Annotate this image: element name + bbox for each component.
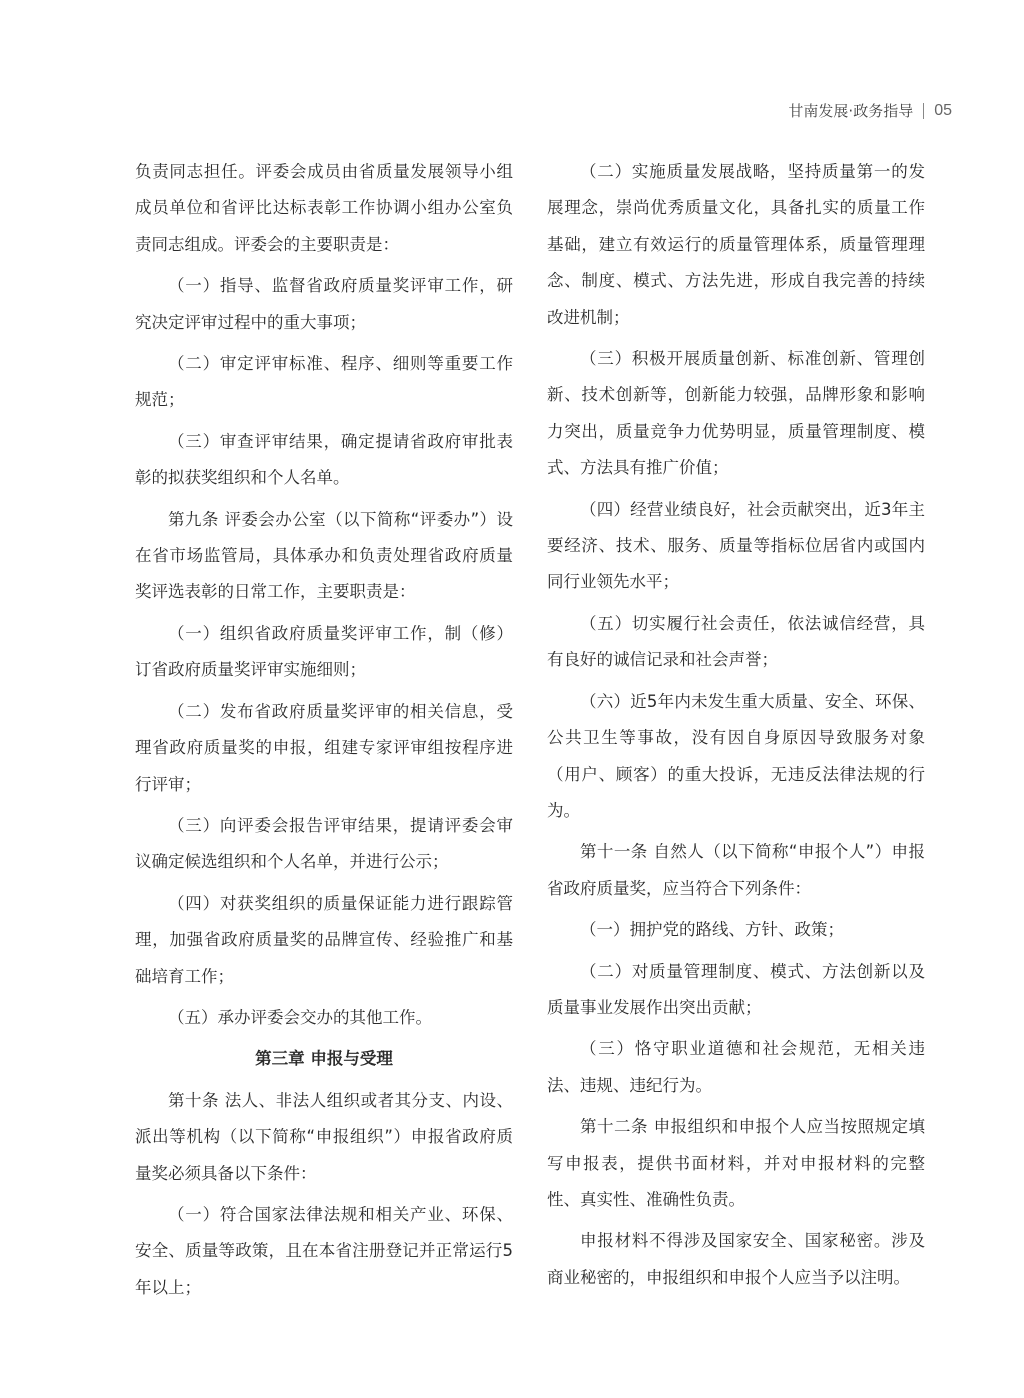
paragraph: 第十二条 申报组织和申报个人应当按照规定填写申报表，提供书面材料，并对申报材料的完整性、真实性、准确性负责。	[547, 1117, 925, 1209]
page-header	[788, 100, 952, 121]
paragraph: （六）近5年内未发生重大质量、安全、环保、公共卫生等事故，没有因自身原因导致服务对象（用户、顾客）的重大投诉，无违反法律法规的行为。	[547, 691, 925, 820]
left-column	[135, 154, 513, 1311]
paragraph: 第十条 法人、非法人组织或者其分支、内设、派出等机构（以下简称“申报组织”）申报省政府质量奖必须具备以下条件：	[135, 1090, 513, 1183]
page-number: 05	[934, 101, 952, 119]
header-title: 甘南发展·政务指导	[788, 102, 914, 120]
paragraph: （四）对获奖组织的质量保证能力进行跟踪管理，加强省政府质量奖的品牌宣传、经验推广和基础培育工作；	[135, 893, 513, 986]
header-divider	[923, 103, 924, 119]
paragraph: （五）切实履行社会责任，依法诚信经营，具有良好的诚信记录和社会声誉；	[547, 613, 925, 670]
paragraph: （一）组织省政府质量奖评审工作，制（修）订省政府质量奖评审实施细则；	[135, 623, 513, 680]
paragraph: （三）向评委会报告评审结果，提请评委会审议确定候选组织和个人名单，并进行公示；	[135, 815, 513, 872]
paragraph: （三）恪守职业道德和社会规范，无相关违法、违规、违纪行为。	[547, 1039, 925, 1095]
paragraph: （一）指导、监督省政府质量奖评审工作，研究决定评审过程中的重大事项；	[135, 276, 513, 332]
paragraph: （一）拥护党的路线、方针、政策；	[580, 920, 844, 940]
paragraph: （二）对质量管理制度、模式、方法创新以及质量事业发展作出突出贡献；	[547, 961, 925, 1017]
paragraph: （三）审查评审结果，确定提请省政府审批表彰的拟获奖组织和个人名单。	[135, 431, 513, 488]
paragraph: 第九条 评委会办公室（以下简称“评委办”）设在省市场监管局，具体承办和负责处理省政府质量奖评选表彰的日常工作，主要职责是：	[135, 509, 513, 602]
paragraph: （五）承办评委会交办的其他工作。	[168, 1007, 432, 1027]
chapter-heading: 第三章 申报与受理	[255, 1049, 393, 1069]
paragraph: （二）发布省政府质量奖评审的相关信息，受理省政府质量奖的申报，组建专家评审组按程序进行评审；	[135, 701, 513, 794]
paragraph: （三）积极开展质量创新、标准创新、管理创新、技术创新等，创新能力较强，品牌形象和影响力突出，质量竞争力优势明显，质量管理制度、模式、方法具有推广价值；	[547, 349, 925, 478]
right-column	[547, 154, 925, 1301]
paragraph: （二）实施质量发展战略，坚持质量第一的发展理念，崇尚优秀质量文化，具备扎实的质量工作基础，建立有效运行的质量管理体系，质量管理理念、制度、模式、方法先进，形成自我完善的持续改进机制；	[547, 162, 925, 327]
paragraph: 第十一条 自然人（以下简称“申报个人”）申报省政府质量奖，应当符合下列条件：	[547, 842, 925, 898]
paragraph: （四）经营业绩良好，社会贡献突出，近3年主要经济、技术、服务、质量等指标位居省内或国内同行业领先水平；	[547, 499, 925, 592]
paragraph: （二）审定评审标准、程序、细则等重要工作规范；	[135, 354, 513, 410]
paragraph: （一）符合国家法律法规和相关产业、环保、安全、质量等政策，且在本省注册登记并正常运行5年以上；	[135, 1204, 513, 1297]
paragraph: 负责同志担任。评委会成员由省质量发展领导小组成员单位和省评比达标表彰工作协调小组办公室负责同志组成。评委会的主要职责是：	[135, 162, 513, 254]
paragraph: 申报材料不得涉及国家安全、国家秘密。涉及商业秘密的，申报组织和申报个人应当予以注明。	[547, 1231, 925, 1287]
